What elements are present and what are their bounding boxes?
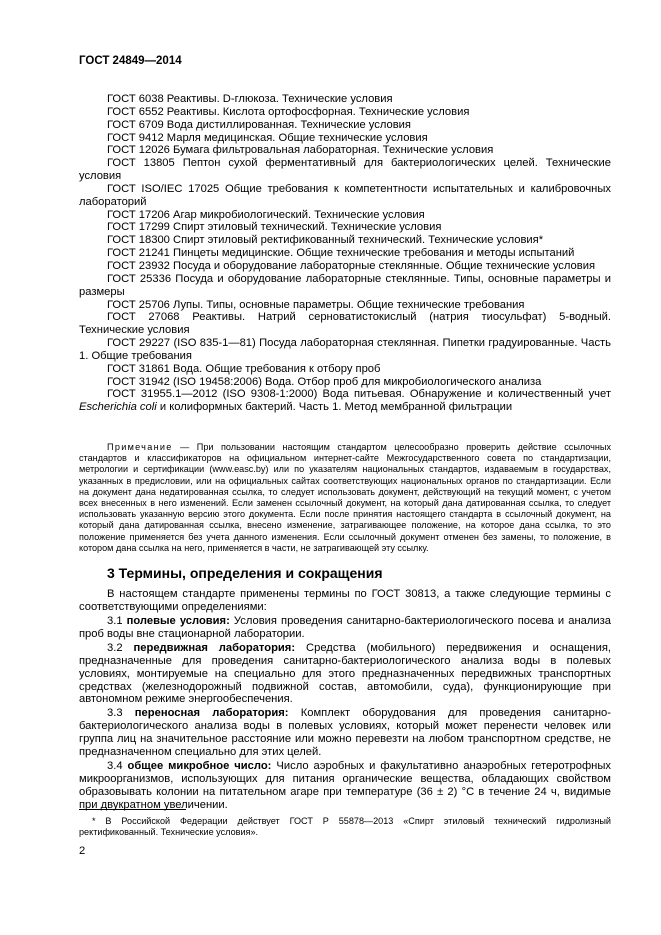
reference-item: ГОСТ 23932 Посуда и оборудование лабораторные стеклянные. Общие технические условия xyxy=(107,259,596,272)
note-paragraph xyxy=(79,442,611,554)
term-definition xyxy=(79,760,611,811)
reference-item: ГОСТ 29227 (ISO 835-1—81) Посуда лабораторная стеклянная. Пипетки градуированные. Часть 1. Общие требования xyxy=(79,337,611,362)
footnote: * В Российской Федерации действует ГОСТ Р 55878—2013 «Спирт этиловый технический гидролизный ректификованный. Технические условия». xyxy=(79,816,611,838)
section-title: 3 Термины, определения и сокращения xyxy=(107,565,383,581)
term-text: Средства (мобильного) передвижения и оснащения, предназначенные для проведения санитарно-бактериологического анализа воды в полевых условиях, монтируемые на специально для этого предназначенных передвижных транспортных средствах (железнодорожный подвижной состав, автомобили, суда), функционирующие при автономном режиме энергообеспечения. xyxy=(79,641,611,706)
reference-item: ГОСТ ISO/IEC 17025 Общие требования к компетентности испытательных и калибровочных лабораторий xyxy=(79,182,611,208)
reference-tail: и колиформных бактерий. Часть 1. Метод мембранной фильтрации xyxy=(156,401,513,414)
section-intro: В настоящем стандарте применены термины по ГОСТ 30813, а также следующие термины с соответствующими определениями: xyxy=(79,588,611,613)
term-name: полевые условия: xyxy=(126,614,230,627)
reference-item: ГОСТ 31942 (ISO 19458:2006) Вода. Отбор проб для микробиологического анализа xyxy=(107,375,542,388)
term-number: 3.3 xyxy=(107,707,135,720)
reference-item: ГОСТ 18300 Спирт этиловый ректификованный технический. Технические условия* xyxy=(107,234,544,247)
term-text: Условия проведения санитарно-бактериологического посева и анализа проб воды вне стационарной лаборатории. xyxy=(79,614,611,640)
page-number: 2 xyxy=(79,845,86,857)
term-definition xyxy=(79,615,611,641)
term-definition xyxy=(79,642,611,706)
footnote-divider xyxy=(79,809,186,810)
reference-italic-term: Escherichia coli xyxy=(79,401,157,414)
reference-item: ГОСТ 13805 Пептон сухой ферментативный для бактериологических целей. Технические условия xyxy=(79,157,611,183)
reference-item: ГОСТ 6552 Реактивы. Кислота ортофосфорная. Технические условия xyxy=(107,105,470,118)
term-text: Комплект оборудования для проведения санитарно-бактериологического анализа воды в полевых условиях, который может перенести человек или группа лиц на значительное расстояние или можно перевезти на любом транспортном средстве, не предназначенном специально для этих целей. xyxy=(79,707,611,759)
term-number: 3.1 xyxy=(107,614,127,627)
reference-item: ГОСТ 12026 Бумага фильтровальная лабораторная. Технические условия xyxy=(107,144,494,157)
reference-item: ГОСТ 25706 Лупы. Типы, основные параметры. Общие технические требования xyxy=(107,298,525,311)
term-text: Число аэробных и факультативно анаэробных гетеротрофных микроорганизмов, использующих для питания органические вещества, обладающих свойством образовывать колонии на питательном агаре при температуре (36 ± 2) °С в течение 24 ч, видимые при двукратном увеличении. xyxy=(79,760,611,811)
reference-item: ГОСТ 27068 Реактивы. Натрий серноватистокислый (натрия тиосульфат) 5-водный. Технические условия xyxy=(79,311,611,337)
reference-item-last xyxy=(79,388,611,414)
note-label: Примечание xyxy=(107,442,173,452)
document-header: ГОСТ 24849—2014 xyxy=(79,55,182,67)
term-name: передвижная лаборатория: xyxy=(133,641,296,654)
reference-item: ГОСТ 31861 Вода. Общие требования к отбору проб xyxy=(107,362,381,375)
term-name: переносная лаборатория: xyxy=(134,707,289,720)
reference-item: ГОСТ 21241 Пинцеты медицинские. Общие технические требования и методы испытаний xyxy=(107,247,575,260)
term-number: 3.2 xyxy=(107,641,134,654)
note-text: — При пользовании настоящим стандартом целесообразно проверить действие ссылочных стандартов и классификаторов на официальном интернет-сайте Межгосударственного совета по стандартизации, метрологии и сертификации (www.easc.by) или по указателям национальных стандартов, издаваемым в государствах, указанных в предисловии, или на официальных сайтах соответствующих национальных органов по стандартизации. Если на документ дана недатированная ссылка, то следует использовать документ, действующий на текущий момент, с учетом всех внесенных в него изменений. Если заменен ссылочный документ, на который дана датированная ссылка, то следует использовать указанную версию этого документа. Если после принятия настоящего стандарта в ссылочный документ, на который дана датированная ссылка, внесено изменение, затрагивающее положение, на которое дана ссылка, то это положение применяется без учета данного изменения. Если ссылочный документ отменен без замены, то положение, в котором дана ссылка на него, применяется в части, не затрагивающей эту ссылку. xyxy=(79,442,611,553)
reference-item: ГОСТ 17299 Спирт этиловый технический. Технические условия xyxy=(107,221,442,234)
reference-item: ГОСТ 6709 Вода дистиллированная. Технические условия xyxy=(107,118,411,131)
reference-item: ГОСТ 17206 Агар микробиологический. Технические условия xyxy=(107,208,425,221)
terms-section xyxy=(79,588,611,813)
term-number: 3.4 xyxy=(107,760,128,773)
reference-item: ГОСТ 9412 Марля медицинская. Общие технические условия xyxy=(107,131,428,144)
term-name: общее микробное число: xyxy=(127,760,272,773)
reference-item: ГОСТ 25336 Посуда и оборудование лабораторные стеклянные. Типы, основные параметры и размеры xyxy=(79,272,611,298)
term-definition xyxy=(79,707,611,758)
reference-text: ГОСТ 31955.1—2012 (ISO 9308-1:2000) Вода питьевая. Обнаружение и количественный учет xyxy=(107,388,611,401)
reference-item: ГОСТ 6038 Реактивы. D-глюкоза. Технические условия xyxy=(107,93,393,105)
normative-references xyxy=(79,93,611,414)
